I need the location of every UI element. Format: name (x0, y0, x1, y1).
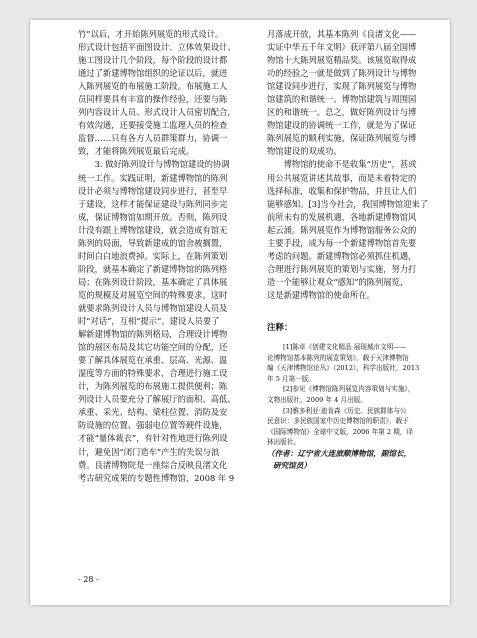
body-line: 合理进行陈列展览的策划与实施，努力打 (267, 263, 417, 274)
author-line: （作者：辽宁省大连旅顺博物馆，副馆长， (267, 449, 412, 458)
body-line: 览的规模及对展览空间的特殊要求。这时 (78, 289, 228, 300)
body-line: 就要求陈列设计人员与博物馆建设人员及 (78, 302, 228, 313)
note-line: 年 5 月第一版。 (267, 374, 315, 383)
document-page (30, 20, 450, 605)
author-line: 研究馆员） (273, 461, 311, 470)
note-line: 民意识：多民族国家中历史博物馆的职责》，载于 (267, 417, 409, 426)
body-line: 功的经验之一就是做到了陈列设计与博物 (267, 68, 417, 79)
page-number: - 28 - (78, 575, 99, 584)
body-line: 设计必须与博物馆建设同步进行，甚至早 (78, 185, 228, 196)
body-line: 馆建设同步进行，实现了陈列展览与博物 (267, 81, 417, 92)
body-line: 湿度等方面的特殊要求，合理进行施工设 (78, 368, 228, 379)
note-line: 林出版社。 (267, 438, 300, 447)
note-line: 编《天津博物馆论丛》（2012），科学出版社，2013 (267, 364, 420, 373)
author-credit (267, 448, 437, 472)
note-line: 文物出版社，2009 年 4 月出版。 (267, 395, 367, 404)
body-line: 统一工作。实践证明，新建博物馆的陈列 (78, 172, 228, 183)
body-line: 要了解具体展览在承重、层高、光源、温 (78, 355, 228, 366)
body-line: 实证中华五千年文明》获评第八届全国博 (267, 42, 417, 53)
body-line: 有效沟通，还要接受施工监理人员的检查 (78, 120, 228, 131)
body-line: 施工图设计几个阶段，每个阶段的设计都 (78, 55, 228, 66)
body-line: 局；在陈列设计阶段，基本确定了具体展 (78, 276, 228, 287)
body-line: 前所未有的发展机遇，各地新建博物馆风 (267, 211, 417, 222)
body-line: 承重、采光、结构、梁柱位置、消防及安 (78, 407, 228, 418)
body-line: 物馆十大陈列展览精品奖。该展览取得成 (267, 55, 417, 66)
body-line: 阶段，就基本确定了新建博物馆的陈列格 (78, 263, 228, 274)
body-line: 博物馆的使命不是收集“历史”，甚或 (283, 159, 417, 170)
notes-list (267, 342, 437, 448)
body-line: 馆建筑的和谐统一。博物馆建筑与周围园 (267, 94, 417, 105)
body-line: 考古研究成果的专题性博物馆，2008 年 9 (78, 472, 235, 483)
body-line: 列设计人员要充分了解展厅的面积、高低、 (78, 394, 236, 405)
note-line: 《国际博物馆》全球中文版，2006 年第 2 期，译 (267, 427, 413, 436)
body-line: 用公共展览讲述其故事，而是未着特定的 (267, 172, 417, 183)
body-line: 能够感知。[3]当今社会，我国博物馆迎来了 (267, 198, 429, 209)
body-line: 致，才能将陈列展览最后完成。 (78, 146, 195, 157)
body-line: 陈列展览的顺利实施，保证陈列展览与博 (267, 133, 417, 144)
body-line: 物馆建设的协调统一工作，就是为了保证 (267, 120, 417, 131)
body-line: 于建设，这样才能保证建设与陈列同步完 (78, 198, 228, 209)
body-line: 时间白白地浪费掉。实际上，在陈列策划 (78, 250, 228, 261)
notes-heading: 注释： (267, 322, 293, 333)
body-line: 监督……只有各方人员群策群力，协调一 (78, 133, 228, 144)
right-column (267, 28, 437, 470)
body-line: 防设施的位置、强弱电位置等硬件设施， (78, 420, 228, 431)
body-line: 选择标准，收集和保护物品，并且让人们 (267, 185, 417, 196)
body-line: 计没有跟上博物馆建设，就会造成有馆无 (78, 224, 228, 235)
body-line: 起云涌。陈列展览作为博物馆服务公众的 (267, 224, 417, 235)
body-line: 物馆建设的双成功。 (267, 146, 342, 157)
body-line: 费。良渚博物院是一座综合反映良渚文化 (78, 459, 228, 470)
body-line: 才能“量体裁衣”，有针对性地进行陈列设 (78, 433, 228, 444)
body-line: 计，避免因“闭门造车”产生的失误与浪 (78, 446, 220, 457)
body-line: 形式设计包括平面图设计、立体效果设计、 (78, 42, 236, 53)
body-line: 解新建博物馆的陈列格局，合理设计博物 (78, 329, 228, 340)
note-line: 论博物馆基本陈列的展览策划》，载于天津博物馆 (267, 353, 409, 362)
body-line: 月落成开放，其基本陈列《良渚文化—— (267, 29, 417, 39)
body-line: 主要手段，成为每一个新建博物馆首先要 (267, 237, 417, 248)
body-line: 员同样要具有丰富的操作经验，还要与陈 (78, 94, 228, 105)
body-line: 造一个能够让观众“感知”的陈列展览， (267, 276, 409, 287)
body-line: 这是新建博物馆的使命所在。 (267, 289, 375, 300)
body-line: 区的和谐统一。总之，做好陈列设计与博 (267, 107, 417, 118)
note-line: [3]雅多利亚·迪肯森《历史、民族群体与公 (283, 406, 407, 415)
body-line: 列内容设计人员、形式设计人员密切配合， (78, 107, 236, 118)
body-line: 时“对话”，互相“提示”。建设人员要了 (78, 316, 220, 327)
body-line: 馆的展区布局及其它功能空间的分配，还 (78, 342, 228, 353)
body-line: 竹”以后，才开始陈列展览的形式设计。 (78, 29, 224, 39)
body-line: 入陈列展览的布展施工阶段。布展施工人 (78, 81, 228, 92)
body-line: 计，为陈列展览的布展施工提供便利；陈 (78, 381, 228, 392)
note-line: [1]陈卓《创建文化精品 展现城市文明—— (283, 342, 407, 351)
section-heading-line: 3. 做好陈列设计与博物馆建设的协调 (94, 159, 230, 170)
left-column (78, 28, 256, 485)
body-line: 陈列的局面，导致新建成的馆舍被搁置， (78, 237, 228, 248)
note-line: [2]参见《博物馆陈列展览内容策划与实施》， (283, 385, 415, 394)
body-line: 成，保证博物馆如期开放。否则，陈列设 (78, 211, 228, 222)
body-line: 考虑的问题。新建博物馆必须抓住机遇， (267, 250, 417, 261)
body-line: 通过了新建博物馆组织的论证以后，就进 (78, 68, 228, 79)
